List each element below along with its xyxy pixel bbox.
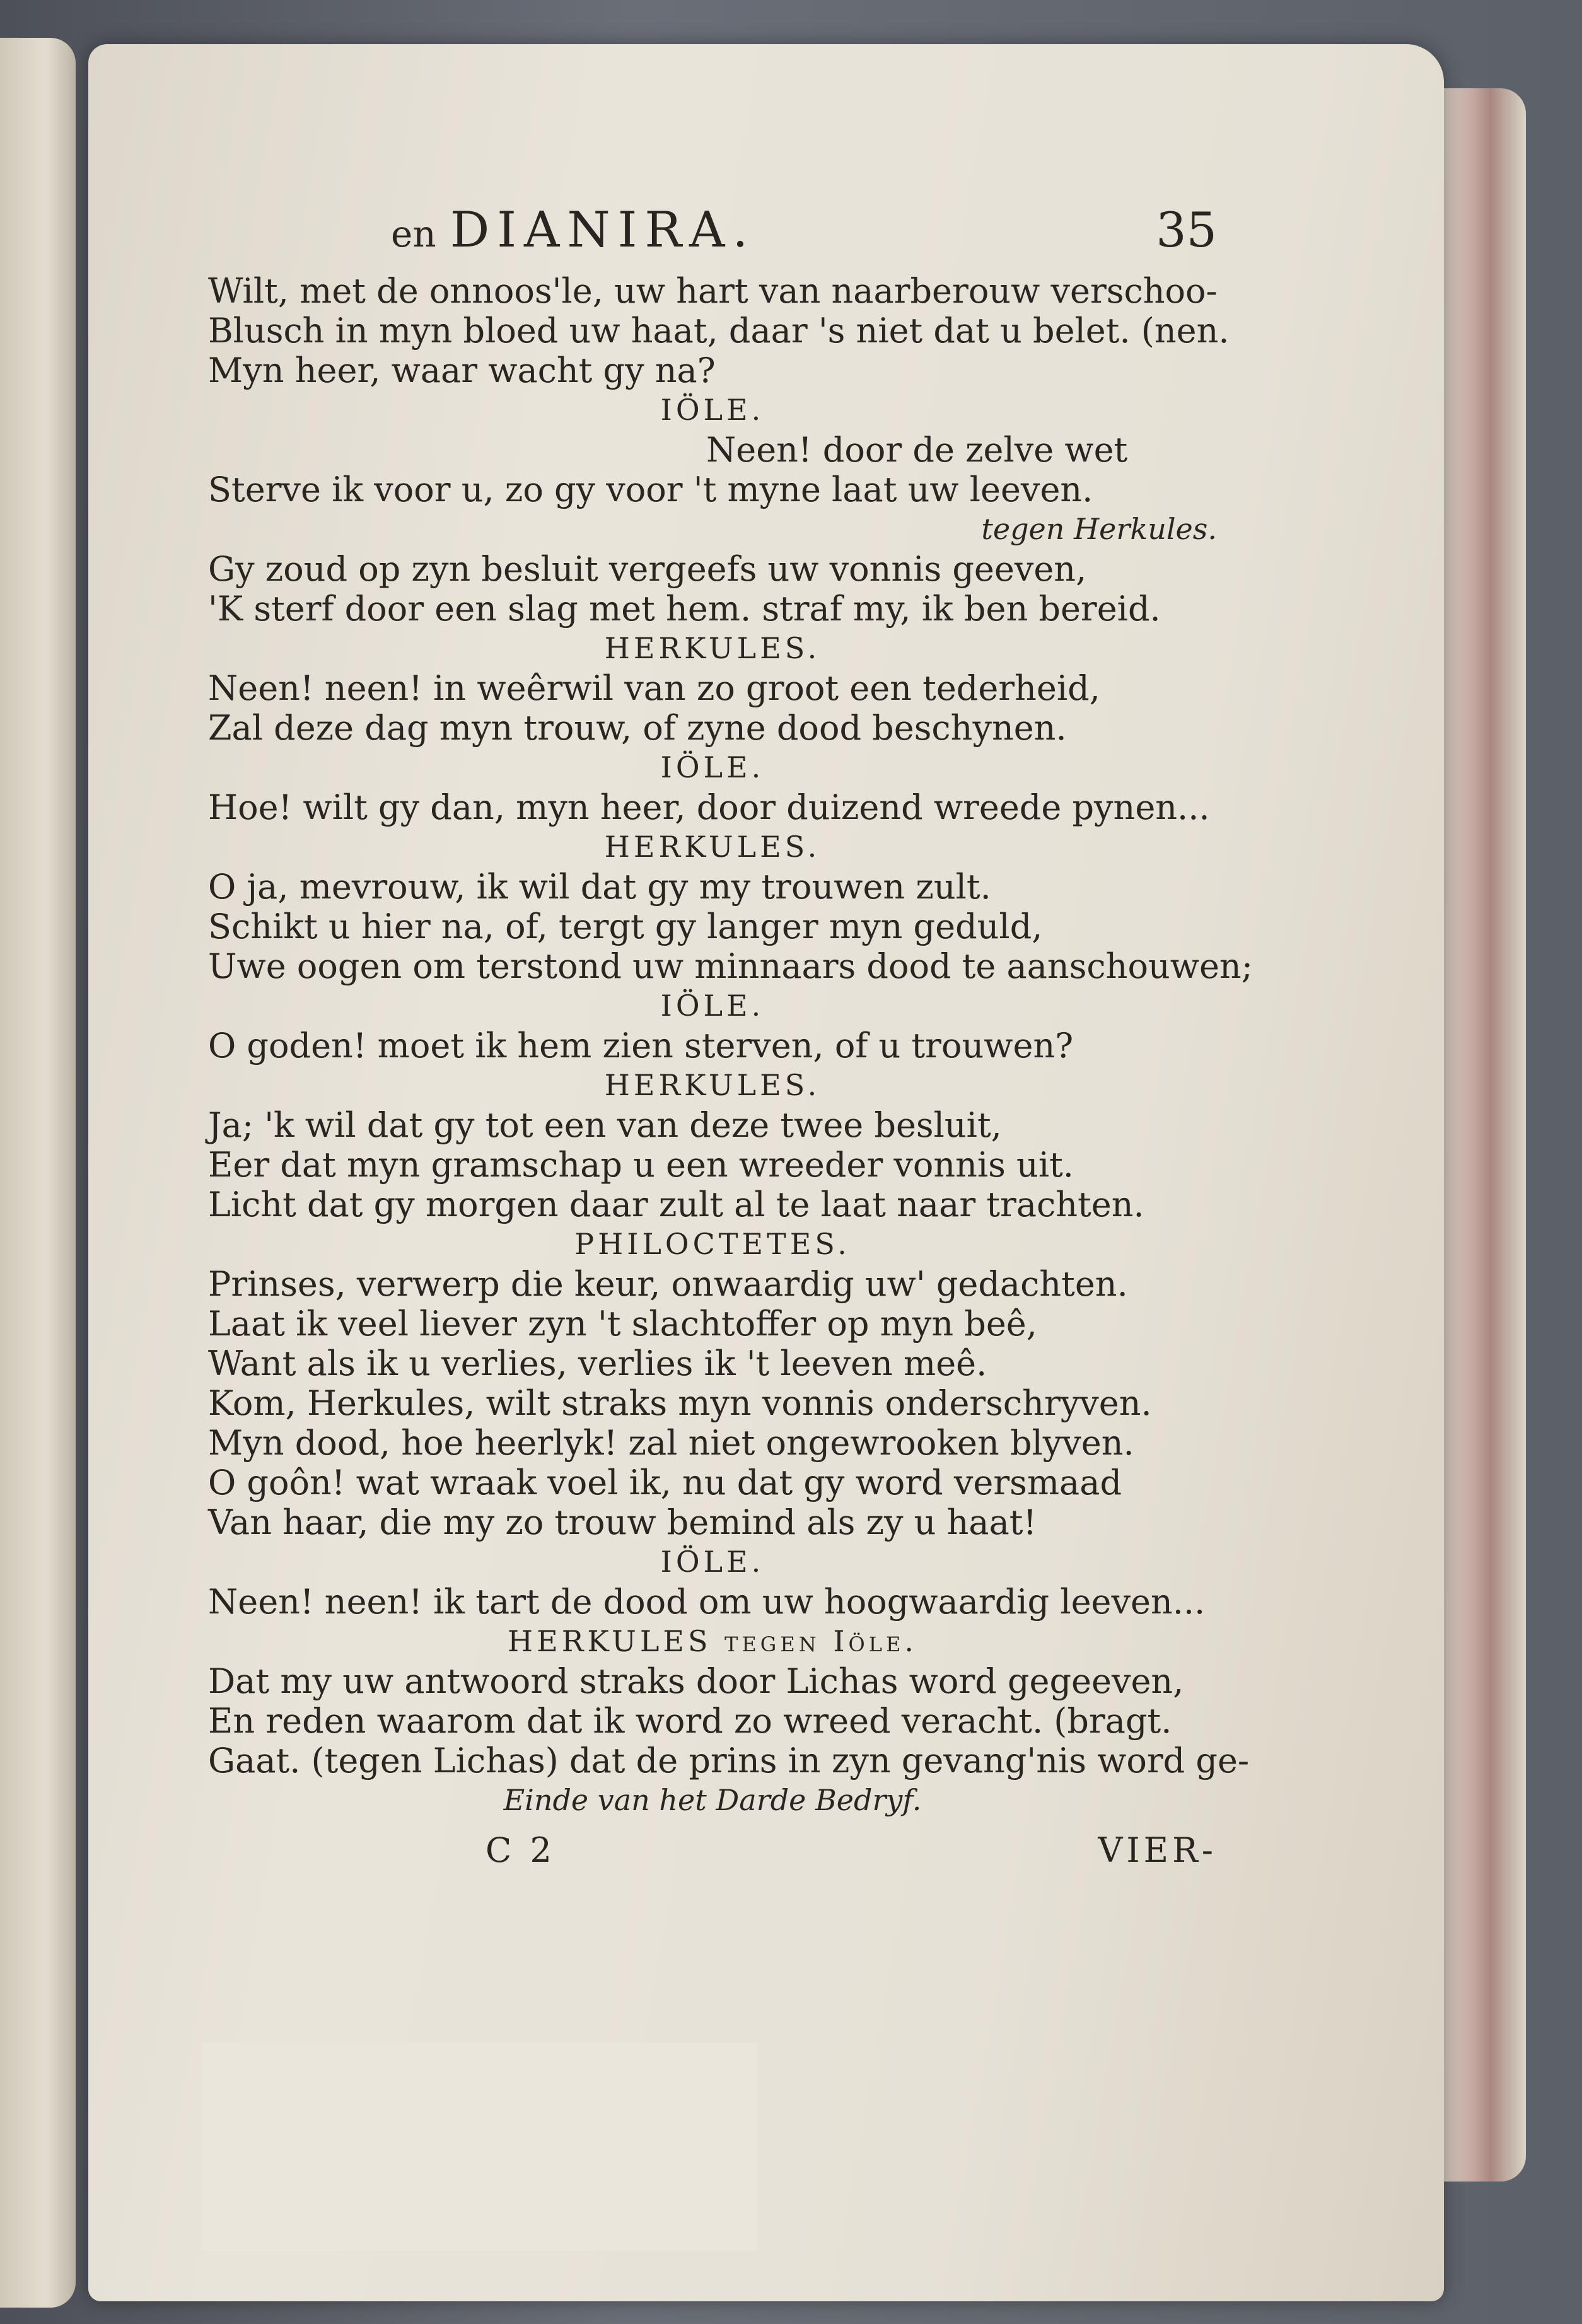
page-fore-edge [1438, 88, 1526, 2182]
verse-line: Gaat. (tegen Lichas) dat de prins in zyn gevang'nis word ge- [208, 1741, 1250, 1781]
page-footer [208, 1830, 1217, 1870]
verse-line: Licht dat gy morgen daar zult al te laat naar trachten. [208, 1185, 1144, 1224]
verse-line: O ja, mevrouw, ik wil dat gy my trouwen zult. [208, 867, 991, 907]
verse-line: Neen! door de zelve wet [706, 430, 1128, 470]
stage-direction: tegen Herkules. [981, 512, 1217, 546]
speaker-name: IÖLE. [660, 1545, 765, 1579]
verse-line: Kom, Herkules, wilt straks myn vonnis onderschryven. [208, 1383, 1152, 1423]
verse-line: Wilt, met de onnoos'le, uw hart van naarberouw verschoo- [208, 271, 1218, 311]
verse-line: Zal deze dag myn trouw, of zyne dood beschynen. [208, 708, 1067, 748]
left-page-edge [0, 38, 76, 2308]
speaker-name: IÖLE. [660, 989, 765, 1023]
verse-line: Uwe oogen om terstond uw minnaars dood te aanschouwen; [208, 946, 1253, 986]
signature-mark: C 2 [486, 1830, 555, 1870]
verse-line: Ja; 'k wil dat gy tot een van deze twee besluit, [208, 1105, 1002, 1145]
verse-line: Schikt u hier na, of, tergt gy langer myn geduld, [208, 907, 1043, 946]
verse-line: Myn dood, hoe heerlyk! zal niet ongewrooken blyven. [208, 1423, 1134, 1463]
speaker-name: IÖLE. [660, 750, 765, 784]
running-title: en DIANIRA. [391, 202, 756, 259]
verse-line: En reden waarom dat ik word zo wreed veracht. (bragt. [208, 1701, 1172, 1741]
verse-line: Want als ik u verlies, verlies ik 't leeven meê. [208, 1344, 987, 1383]
page-text [208, 202, 1253, 1870]
speaker-name: PHILOCTETES. [574, 1227, 851, 1261]
speaker-name: HERKULES. [604, 631, 821, 665]
catchword: VIER- [1098, 1830, 1217, 1870]
verse-line: 'K sterf door een slag met hem. straf my, ik ben bereid. [208, 589, 1161, 629]
page-number: 35 [1156, 202, 1217, 258]
speaker-name: IÖLE. [660, 393, 765, 427]
verse-line: Laat ik veel liever zyn 't slachtoffer op myn beê, [208, 1304, 1037, 1344]
blank-patch [202, 2043, 757, 2251]
verse-line: Hoe! wilt gy dan, myn heer, door duizend wreede pynen... [208, 787, 1210, 827]
speaker-name: HERKULES. [604, 1068, 821, 1102]
act-end-line: Einde van het Darde Bedryf. [503, 1783, 922, 1817]
speaker-name: HERKULES tegen Iöle. [508, 1624, 917, 1658]
speaker-name: HERKULES. [604, 830, 821, 864]
verse-line: Van haar, die my zo trouw bemind als zy u haat! [208, 1502, 1037, 1542]
verse-line: O goden! moet ik hem zien sterven, of u trouwen? [208, 1026, 1074, 1066]
verse-line: Myn heer, waar wacht gy na? [208, 351, 716, 390]
verse-line: O goôn! wat wraak voel ik, nu dat gy word versmaad [208, 1463, 1122, 1502]
verse-line: Dat my uw antwoord straks door Lichas word gegeeven, [208, 1661, 1184, 1701]
verse-line: Eer dat myn gramschap u een wreeder vonnis uit. [208, 1145, 1074, 1185]
running-header [208, 202, 1217, 271]
verse-line: Sterve ik voor u, zo gy voor 't myne laat uw leeven. [208, 470, 1093, 509]
verse-line: Prinses, verwerp die keur, onwaardig uw' gedachten. [208, 1264, 1128, 1304]
verse-line: Gy zoud op zyn besluit vergeefs uw vonnis geeven, [208, 549, 1087, 589]
verse-line: Blusch in myn bloed uw haat, daar 's niet dat u belet. (nen. [208, 311, 1230, 351]
verse-line: Neen! neen! in weêrwil van zo groot een tederheid, [208, 668, 1100, 708]
verse-line: Neen! neen! ik tart de dood om uw hoogwaardig leeven... [208, 1582, 1206, 1622]
